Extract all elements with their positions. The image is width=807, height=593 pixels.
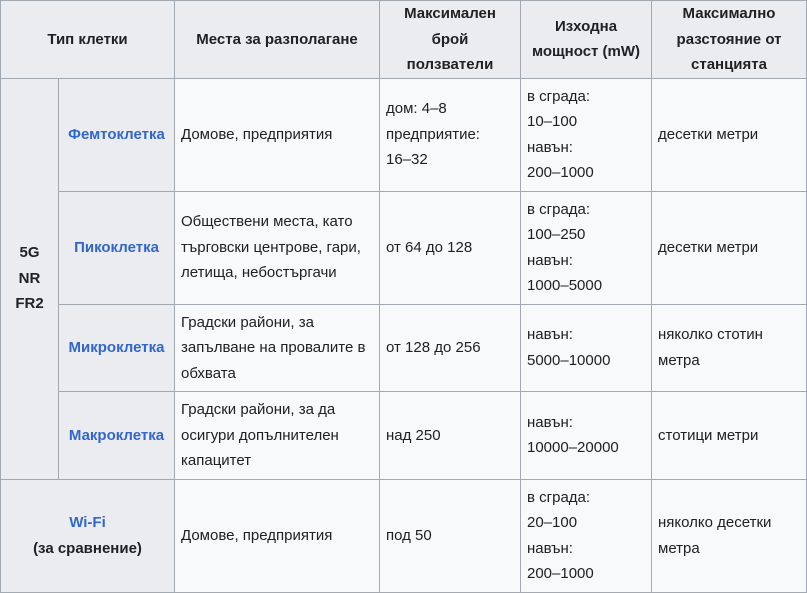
row-header-macrocell xyxy=(59,392,175,480)
header-max-users xyxy=(380,1,521,79)
cell-range xyxy=(652,392,807,480)
cell-users xyxy=(380,191,521,304)
cell-power xyxy=(521,78,652,191)
cell-range xyxy=(652,479,807,592)
cell-line: 10–100 xyxy=(527,113,578,130)
cell-line: метра xyxy=(658,539,700,557)
cell-line: търговски центрове, гари, xyxy=(181,238,361,256)
row-header-picocell xyxy=(59,191,175,304)
wifi-note: (за сравнение) xyxy=(33,539,142,557)
cell-users xyxy=(380,392,521,480)
cell-line: осигури допълнителен xyxy=(181,426,339,444)
cell-line: десетки метри xyxy=(658,238,759,256)
cell-range xyxy=(652,304,807,392)
row-header-femtocell xyxy=(59,78,175,191)
group-5g-nr-fr2 xyxy=(1,78,59,479)
cell-line: няколко стотин xyxy=(658,326,763,344)
cell-line: в сграда: xyxy=(527,488,591,506)
cell-line: навън: xyxy=(527,413,573,431)
row-header-wifi xyxy=(1,479,175,592)
picocell-link[interactable]: Пикоклетка xyxy=(74,238,159,256)
cell-line: навън: xyxy=(527,138,573,156)
cell-users xyxy=(380,479,521,592)
header-range xyxy=(652,1,807,79)
cell-locations xyxy=(175,479,380,592)
cell-line: капацитет xyxy=(181,452,252,469)
cell-line: 20–100 xyxy=(527,514,578,531)
cell-line: в сграда: xyxy=(527,200,591,218)
table-row xyxy=(1,479,807,592)
cell-line: 200–1000 xyxy=(527,164,594,181)
header-cell-type: Тип клетки xyxy=(1,1,175,79)
cell-line: Обществени места, като xyxy=(181,213,353,231)
cell-line: обхвата xyxy=(181,364,236,382)
cell-line: запълване на провалите в xyxy=(181,339,366,356)
femtocell-link[interactable]: Фемтоклетка xyxy=(68,125,165,143)
cell-line: 16–32 xyxy=(386,151,428,169)
cell-locations xyxy=(175,78,380,191)
header-line: Изходна xyxy=(554,17,618,35)
header-line: станцията xyxy=(691,56,767,73)
cell-range xyxy=(652,78,807,191)
cell-line: Домове, предприятия xyxy=(181,526,333,544)
cell-line: Градски райони, за xyxy=(181,313,314,331)
group-line: FR2 xyxy=(15,295,44,313)
row-header-microcell xyxy=(59,304,175,392)
cell-line: метра xyxy=(658,351,700,369)
cell-line: от 128 до 256 xyxy=(386,339,481,356)
cell-line: Градски райони, за да xyxy=(181,401,336,418)
cell-line: над 250 xyxy=(386,426,441,444)
header-line: брой xyxy=(431,30,469,48)
cell-users xyxy=(380,304,521,392)
header-line: разстояние от xyxy=(676,30,782,48)
cell-line: предприятие: xyxy=(386,125,480,143)
cell-line: дом: 4–8 xyxy=(386,100,447,118)
cell-line: летища, небостъргачи xyxy=(181,264,337,282)
cell-power xyxy=(521,392,652,480)
table-row xyxy=(1,304,807,392)
cell-line: навън: xyxy=(527,539,573,557)
cell-power xyxy=(521,191,652,304)
table-row xyxy=(1,78,807,191)
cell-line: от 64 до 128 xyxy=(386,238,473,256)
cell-power xyxy=(521,479,652,592)
cell-line: 5000–10000 xyxy=(527,351,611,369)
cell-line: в сграда: xyxy=(527,87,591,105)
cell-locations xyxy=(175,392,380,480)
cell-locations xyxy=(175,304,380,392)
header-line: ползватели xyxy=(406,56,494,73)
cell-line: 10000–20000 xyxy=(527,439,619,457)
cell-line: навън: xyxy=(527,326,573,344)
header-line: мощност (mW) xyxy=(531,43,641,61)
table-row xyxy=(1,392,807,480)
cell-users xyxy=(380,78,521,191)
cell-power xyxy=(521,304,652,392)
cell-line: навън: xyxy=(527,251,573,269)
cell-locations xyxy=(175,191,380,304)
cell-line: десетки метри xyxy=(658,125,759,143)
microcell-link[interactable]: Микроклетка xyxy=(68,339,165,356)
macrocell-link[interactable]: Макроклетка xyxy=(68,426,165,444)
group-line: 5G xyxy=(19,244,40,262)
header-line: Максимален xyxy=(404,5,496,22)
cell-range xyxy=(652,191,807,304)
header-line: Максимално xyxy=(682,5,776,22)
cell-line: 100–250 xyxy=(527,226,586,243)
cell-line: 200–1000 xyxy=(527,565,594,582)
cell-line: 1000–5000 xyxy=(527,277,603,294)
cell-line: под 50 xyxy=(386,526,432,544)
cell-line: няколко десетки xyxy=(658,514,772,531)
group-line: NR xyxy=(18,269,41,287)
table-row xyxy=(1,191,807,304)
header-power xyxy=(521,1,652,79)
cell-line: стотици метри xyxy=(658,426,759,444)
header-locations: Места за разполагане xyxy=(175,1,380,79)
wifi-link[interactable]: Wi-Fi xyxy=(69,514,106,531)
cell-line: Домове, предприятия xyxy=(181,125,333,143)
